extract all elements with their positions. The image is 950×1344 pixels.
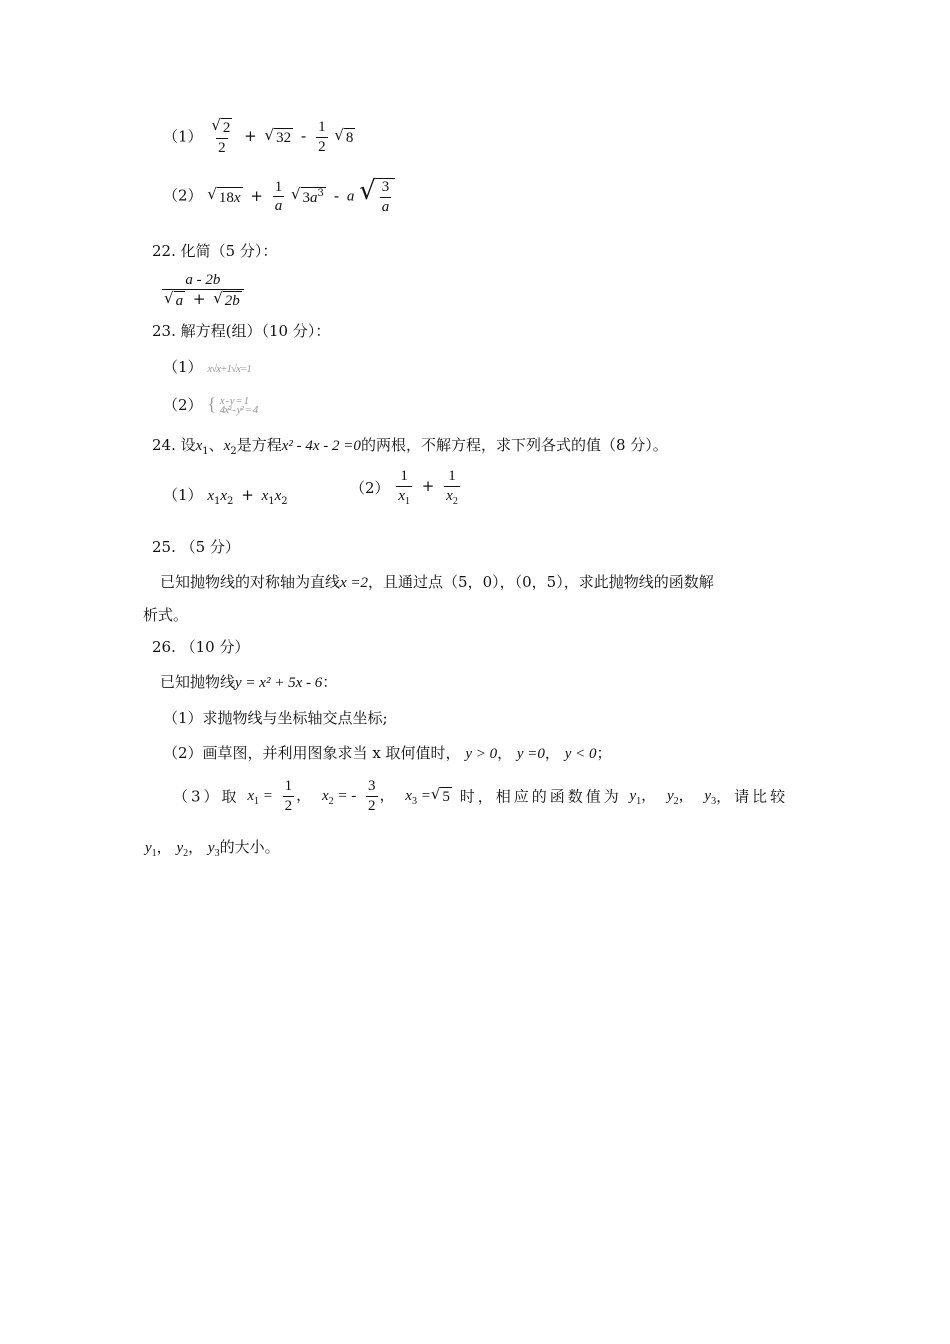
q24-statement: 24. 设$x_1$、$x_2$是方程x² - 4x - 2 =0的两根，不解方程，求下列各式的值（8 分）。 <box>152 436 668 457</box>
q24-part1: （1） $x_1x_2 + x_1x_2$ <box>163 486 288 507</box>
fraction: $\frac{1}{a}$ <box>274 178 283 214</box>
q25-title: 25. （5 分） <box>152 538 240 556</box>
sqrt: √ 8 <box>334 125 354 146</box>
sqrt: √ 18x <box>207 184 241 206</box>
sqrt: √ 32 <box>264 125 292 146</box>
q25-text-cont: 析式。 <box>143 606 189 624</box>
q26-part2: （2）画草图，并利用图象求当 x 取何值时， y > 0， y =0， y < 0； <box>163 744 612 762</box>
q25-text: 已知抛物线的对称轴为直线x =2，且通过点（5，0），（0，5），求此抛物线的函数解 <box>160 573 714 591</box>
fraction: $\frac{1}{2}$ <box>318 119 326 155</box>
q24-part2: （2） $\frac{1}{x_1}$ + $\frac{1}{x_2}$ <box>350 468 458 507</box>
fraction: a - 2b √ a + √ 2b <box>162 272 244 310</box>
q26-title: 26. （10 分） <box>152 638 250 656</box>
q26-part3-cont: $y_1$， $y_2$， $y_3$的大小。 <box>145 838 280 859</box>
q23-part2: （2） { x - y = 1 4x² - y² = 4 <box>163 394 258 416</box>
q22-title: 22. 化简（5 分）： <box>152 242 278 260</box>
q26-part3: （3）取 $x_1$ = $\frac{1}{2}$ ， $x_2$ = - $\frac{3}{2}$ ， $x_3$ = √ 5 时，相应的函数值为 $y_1$， $y_2$， $y_3$，请比较 <box>173 778 789 814</box>
q26-part1: （1）求抛物线与坐标轴交点坐标; <box>163 709 388 727</box>
sqrt: √ $\frac{3}{a}$ <box>359 178 395 215</box>
q23-part1: （1） x√x+1√x=1 <box>163 358 251 376</box>
q21-part1: （1） √ 2 2 + √ 32 - $\frac{1}{2}$ √ 8 <box>163 116 354 156</box>
q26-intro: 已知抛物线y = x² + 5x - 6： <box>160 673 338 691</box>
q22-expression <box>160 272 246 310</box>
q21-part2: （2） √ 18x + $\frac{1}{a}$ √ $3a^3$ - a √ $\frac{3}{a}$ <box>163 178 395 215</box>
sqrt: √ $3a^3$ <box>290 184 324 206</box>
q23-title: 23. 解方程(组）（10 分）： <box>152 322 331 340</box>
fraction: √ 2 2 <box>211 116 231 156</box>
